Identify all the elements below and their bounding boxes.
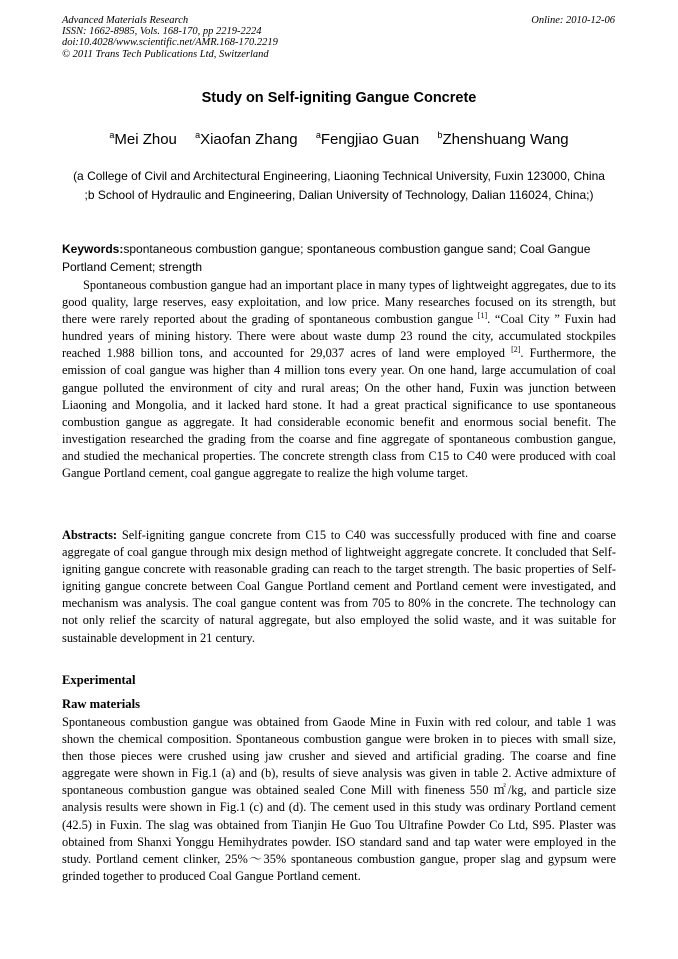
- raw-materials-paragraph: Spontaneous combustion gangue was obtained from Gaode Mine in Fuxin with red colour, and table 1 was shown the chemical composition. Spontaneous combustion gangue were broken in to pieces with small size, then those pieces were crushed using jaw crusher and sieved and artificial grading. The coarse and fine aggregate were shown in Fig.1 (a) and (b), results of sieve analysis was given in table 2. Active admixture of spontaneous combustion gangue was obtained sealed Cone Mill with fineness 550 ㎡/kg, and particle size analysis results were shown in Fig.1 (c) and (d). The cement used in this study was ordinary Portland cement (42.5) in Fuxin. The slag was obtained from Tianjin He Guo Tou Ultrafine Powder Co Ltd, S95. Plaster was obtained from Shanxi Yonggu Hemihydrates powder. ISO standard sand and tap water were employed in the study. Portland cement clinker, 25%～35% spontaneous combustion gangue, proper slag and gypsum were grinded together to produced Coal Gangue Portland cement.: [62, 715, 616, 883]
- paper-title: Study on Self-igniting Gangue Concrete: [201, 90, 477, 106]
- abstract-paragraph: [62, 527, 616, 647]
- citation-ref: [1]: [477, 311, 488, 321]
- section-heading-experimental: Experimental: [62, 673, 136, 687]
- keywords-text: spontaneous combustion gangue; spontaneous combustion gangue sand; Coal Gangue Portland Cement; strength: [62, 242, 591, 274]
- author: $^a$Xiaofan Zhang: [195, 130, 298, 148]
- abstract-text: Self-igniting gangue concrete from C15 to C40 was successfully produced with fine and coarse aggregate of coal gangue through mix design method of lightweight aggregate concrete. It concluded that Self-igniting gangue concrete with reasonable grading can reach to the target strength. The basic properties of Self-igniting gangue concrete between Coal Gangue Portland cement and Portland cement were investigated, and mechanism was analysis. The coal gangue content was from 705 to 80% in the concrete. The technology can not only relief the scarcity of natural aggregate, but also employed the solid waste, and it was suitable for sustainable development in 21 century.: [62, 528, 616, 645]
- intro-paragraph: Spontaneous combustion gangue had an important place in many types of lightweight aggregates, due to its good quality, large reserves, easy exploitation, and low price. Many researches focused on its strength, but there were rarely reported about the grading of spontaneous combustion gangue [1]. “Coal City ” Fuxin had hundred years of mining history. There were about waste dump 23 round the city, accumulated stockpiles reached 1.988 billion tons, and accounted for 29,037 acres of land were employed [2]. Furthermore, the emission of coal gangue was higher than 4 million tons every year. On one hand, large accumulation of coal gangue polluted the environment of city and rural areas; On the other hand, Fuxin was junction between Liaoning and Mongolia, and it lacked hard stone. It had a great practical significance to use spontaneous combustion gangue as aggregate. It had considerable economic benefit and enormous social benefit. The investigation researched the grading from the coarse and fine aggregate of spontaneous combustion gangue, and studied the mechanical properties. The concrete strength class from C15 to C40 were produced with coal Gangue Portland cement, coal gangue aggregate to realize the high volume target.: [62, 278, 616, 481]
- doi-line: doi:10.4028/www.scientific.net/AMR.168-170.2219: [62, 37, 278, 49]
- subsection-heading-raw-materials: Raw materials: [62, 697, 140, 711]
- copyright-line: © 2011 Trans Tech Publications Ltd, Switzerland: [62, 48, 269, 60]
- author: $^a$Mei Zhou: [109, 130, 177, 148]
- issn-line: ISSN: 1662-8985, Vols. 168-170, pp 2219-2224: [62, 26, 262, 38]
- online-date: Online: 2010-12-06: [531, 15, 615, 26]
- affiliations: (a College of Civil and Architectural Engineering, Liaoning Technical University, Fuxin 123000, China ;b School of Hydraulic and Engineering, Dalian University of Technology, Dalian 116024, China;): [73, 169, 605, 202]
- author: $^b$Zhenshuang Wang: [437, 130, 569, 148]
- citation-ref: [2]: [511, 345, 521, 355]
- journal-name: Advanced Materials Research: [62, 15, 189, 26]
- author-list: [0, 130, 678, 148]
- keywords: [62, 240, 616, 276]
- abstract-label: Abstracts:: [62, 528, 118, 542]
- journal-header: [62, 15, 278, 60]
- keywords-label: Keywords:: [62, 242, 124, 256]
- author: $^a$Fengjiao Guan: [315, 130, 420, 148]
